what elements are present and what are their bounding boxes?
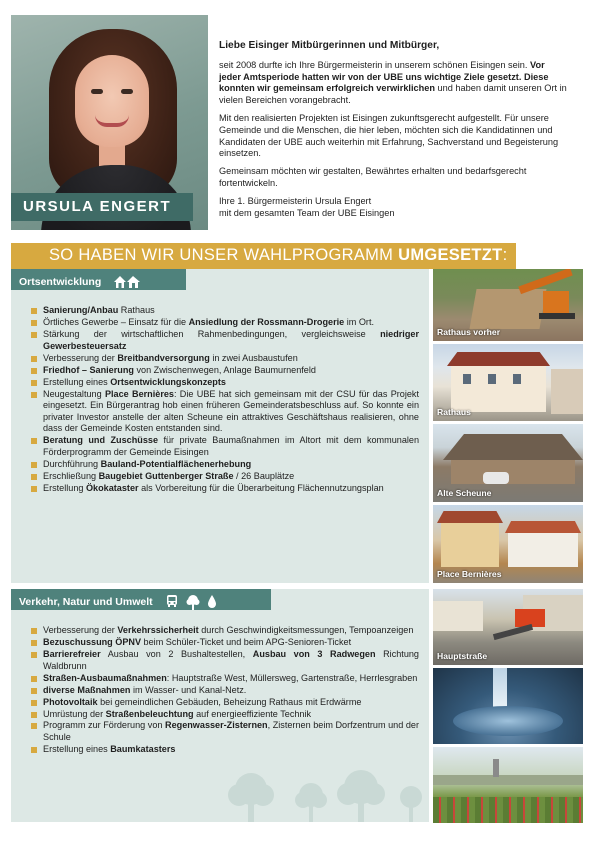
list-item-text: Erschließung bbox=[43, 470, 99, 481]
list-item-text: im Wasser- und Kanal-Netz. bbox=[130, 684, 247, 695]
photo-caption: Place Bernières bbox=[437, 569, 502, 579]
photo-landschaft bbox=[433, 747, 583, 823]
list-item-text: Friedhof – Sanierung bbox=[43, 364, 134, 375]
list-item-text: Breitbandversorgung bbox=[117, 352, 210, 363]
letter-paragraph-1 bbox=[219, 60, 569, 107]
banner-end: : bbox=[502, 246, 508, 264]
list-item-text: Bauland-Potentialflächenerhebung bbox=[100, 458, 252, 469]
list-item-text: Durchführung bbox=[43, 458, 101, 469]
list-item-text: Ortsentwicklungskonzepts bbox=[110, 376, 226, 387]
list-item bbox=[43, 435, 419, 458]
photo-wasser bbox=[433, 668, 583, 744]
list-item bbox=[43, 329, 419, 352]
list-item-text: auf energieeffiziente Technik bbox=[193, 708, 312, 719]
list-item-text: Programm zur Förderung von bbox=[43, 720, 166, 731]
list-item bbox=[43, 353, 419, 365]
list-item bbox=[43, 625, 419, 637]
letter-paragraph-2: Mit den realisierten Projekten ist Eisingen zukunftsgerecht aufgestellt. Für unsere Gemeinde und die Menschen, die hier leben, möchten sich die Kandidatinnen und Kandidaten der UBE auch weiterhin mit Erfahrung, Sachverstand und Begeisterung einsetzen. bbox=[219, 112, 559, 159]
letter-greeting: Liebe Eisinger Mitbürgerinnen und Mitbürger, bbox=[219, 40, 440, 51]
list-item bbox=[43, 637, 419, 649]
signature-line-2: mit dem gesamten Team der UBE Eisingen bbox=[219, 207, 395, 218]
photo-rathaus bbox=[433, 344, 583, 421]
photo-alte-scheune bbox=[433, 424, 583, 502]
list-item-text: : Die UBE hat sich gemeinsam mit der CSU für das Projekt eingesetzt. Ein Bürgerantrag hob einen früheren Gemeinderatsbeschluss auf. So konnte ein privater Investor anstelle der alten Scheune ein attraktives Geschäftshaus realisieren, ohne dass der Gemeinde Kosten entstanden sind. bbox=[43, 388, 419, 434]
list-item bbox=[43, 459, 419, 471]
banner-bold: UMGESETZT bbox=[398, 246, 503, 264]
water-drop-icon bbox=[207, 594, 217, 609]
list-item-text: Sanierung/Anbau bbox=[43, 305, 119, 315]
list-item-text: niedriger Gewerbesteuersatz bbox=[43, 328, 419, 351]
list-item-text: Regenwasser-Zisternen bbox=[165, 720, 268, 731]
list-item-text: Photovoltaik bbox=[43, 696, 98, 707]
list-item bbox=[43, 685, 419, 697]
list-item-text: Barrierefreier bbox=[43, 648, 101, 659]
list-item-text: Verbesserung der bbox=[43, 625, 118, 635]
photo-caption: Hauptstraße bbox=[437, 651, 488, 661]
list-item bbox=[43, 389, 419, 435]
letter-p1-end: und haben damit unseren Ort in vielen Bereichen vorangebracht. bbox=[219, 83, 567, 106]
list-item-text: Rathaus bbox=[118, 305, 155, 315]
list-item bbox=[43, 673, 419, 685]
list-item-text: Straßen-Ausbaumaßnahmen bbox=[43, 672, 167, 683]
list-item bbox=[43, 377, 419, 389]
photo-rathaus-vorher bbox=[433, 269, 583, 341]
photo-place-bernieres bbox=[433, 505, 583, 583]
photo-caption: Rathaus vorher bbox=[437, 327, 501, 337]
section-verkehr-natur-umwelt bbox=[11, 589, 429, 822]
list-item bbox=[43, 697, 419, 709]
section-header bbox=[11, 589, 271, 610]
list-item-text: als Vorbereitung für die Überarbeitung Flächennutzungsplan bbox=[138, 482, 384, 493]
list-item-text: Örtliches Gewerbe – Einsatz für die bbox=[43, 316, 189, 327]
list-item-text: Neugestaltung bbox=[43, 388, 105, 399]
section-list bbox=[11, 625, 429, 756]
list-item-text: Erstellung eines bbox=[43, 744, 111, 755]
list-item-text: Verkehrssicherheit bbox=[117, 625, 199, 635]
letter bbox=[219, 40, 569, 219]
list-item-text: Ansiedlung der Rossmann-Drogerie bbox=[188, 316, 345, 327]
section-list bbox=[11, 305, 429, 494]
list-item bbox=[43, 471, 419, 483]
bus-icon bbox=[165, 594, 179, 608]
letter-p1-bold: Vor jeder Amtsperiode hatten wir von der UBE uns wichtige Ziele gesetzt. Diese konnten wir gemeinsam erfolgreich verwirklichen bbox=[219, 59, 549, 94]
banner-text: SO HABEN WIR UNSER WAHLPROGRAMM bbox=[49, 246, 399, 264]
list-item-text: Beratung und Zuschüsse bbox=[43, 435, 159, 446]
list-item-text: Richtung Waldbrunn bbox=[43, 648, 419, 671]
list-item-text: durch Geschwindigkeitsmessungen, Tempoanzeigen bbox=[198, 625, 414, 635]
letter-signature bbox=[219, 196, 569, 220]
list-item-text: Umrüstung der bbox=[43, 708, 106, 719]
decorative-trees bbox=[211, 767, 431, 822]
list-item bbox=[43, 305, 419, 317]
section-header bbox=[11, 269, 186, 290]
list-item-text: Verbesserung der bbox=[43, 352, 118, 363]
list-item-text: in zwei Ausbaustufen bbox=[209, 352, 298, 363]
section-ortsentwicklung bbox=[11, 269, 429, 583]
letter-paragraph-3: Gemeinsam möchten wir gestalten, Bewährtes erhalten und bedarfsgerecht fortentwickeln. bbox=[219, 166, 527, 188]
houses-icon bbox=[113, 275, 141, 289]
list-item bbox=[43, 649, 419, 672]
list-item bbox=[43, 720, 419, 743]
letter-p1-text: seit 2008 durfte ich Ihre Bürgermeisterin in unserem schönen Eisingen sein. bbox=[219, 59, 531, 70]
list-item-text: diverse Maßnahmen bbox=[43, 684, 131, 695]
list-item bbox=[43, 483, 419, 495]
photo-caption: Alte Scheune bbox=[437, 488, 492, 498]
list-item-text: Erstellung bbox=[43, 482, 86, 493]
list-item-text: Straßenbeleuchtung bbox=[105, 708, 194, 719]
list-item bbox=[43, 365, 419, 377]
list-item-text: / 26 Bauplätze bbox=[233, 470, 295, 481]
list-item-text: Bezuschussung ÖPNV bbox=[43, 636, 142, 647]
list-item bbox=[43, 744, 419, 756]
photo-hauptstrasse bbox=[433, 589, 583, 665]
tree-icon bbox=[185, 594, 201, 610]
name-label: URSULA ENGERT bbox=[11, 193, 193, 221]
list-item-text: Erstellung eines bbox=[43, 376, 111, 387]
section-title: Ortsentwicklung bbox=[19, 275, 102, 288]
list-item-text: Stärkung der wirtschaftlichen Rahmenbedingungen, vergleichsweise bbox=[43, 328, 381, 339]
list-item-text: von Zwischenwegen, Anlage Baumurnenfeld bbox=[133, 364, 316, 375]
list-item-text: Place Bernières bbox=[104, 388, 174, 399]
list-item-text: beim Schüler-Ticket und beim APG-Senioren-Ticket bbox=[141, 636, 352, 647]
program-banner bbox=[11, 243, 516, 269]
photo-caption: Rathaus bbox=[437, 407, 471, 417]
list-item-text: im Ort. bbox=[344, 316, 375, 327]
list-item bbox=[43, 709, 419, 721]
list-item-text: bei gemeindlichen Gebäuden, Beheizung Rathaus mit Erdwärme bbox=[97, 696, 362, 707]
list-item bbox=[43, 317, 419, 329]
list-item-text: , Zisternen beim Dorfzentrum und der Schule bbox=[43, 720, 419, 743]
list-item-text: Baugebiet Guttenberger Straße bbox=[98, 470, 234, 481]
list-item-text: Ausbau von 2 Bushaltestellen, bbox=[100, 648, 253, 659]
list-item-text: für private Baumaßnahmen im Altort mit dem kommunalen Förderprogramm der Gemeinde Eisingen bbox=[43, 435, 420, 457]
list-item-text: : Hauptstraße West, Müllersweg, Gartenstraße, Herrlesgraben bbox=[166, 672, 418, 683]
list-item-text: Ausbau von 3 Radwegen bbox=[252, 648, 376, 659]
list-item-text: Baumkatasters bbox=[110, 744, 176, 755]
section-title: Verkehr, Natur und Umwelt bbox=[19, 595, 153, 608]
list-item-text: Ökokataster bbox=[85, 482, 139, 493]
signature-line-1: Ihre 1. Bürgermeisterin Ursula Engert bbox=[219, 195, 372, 206]
